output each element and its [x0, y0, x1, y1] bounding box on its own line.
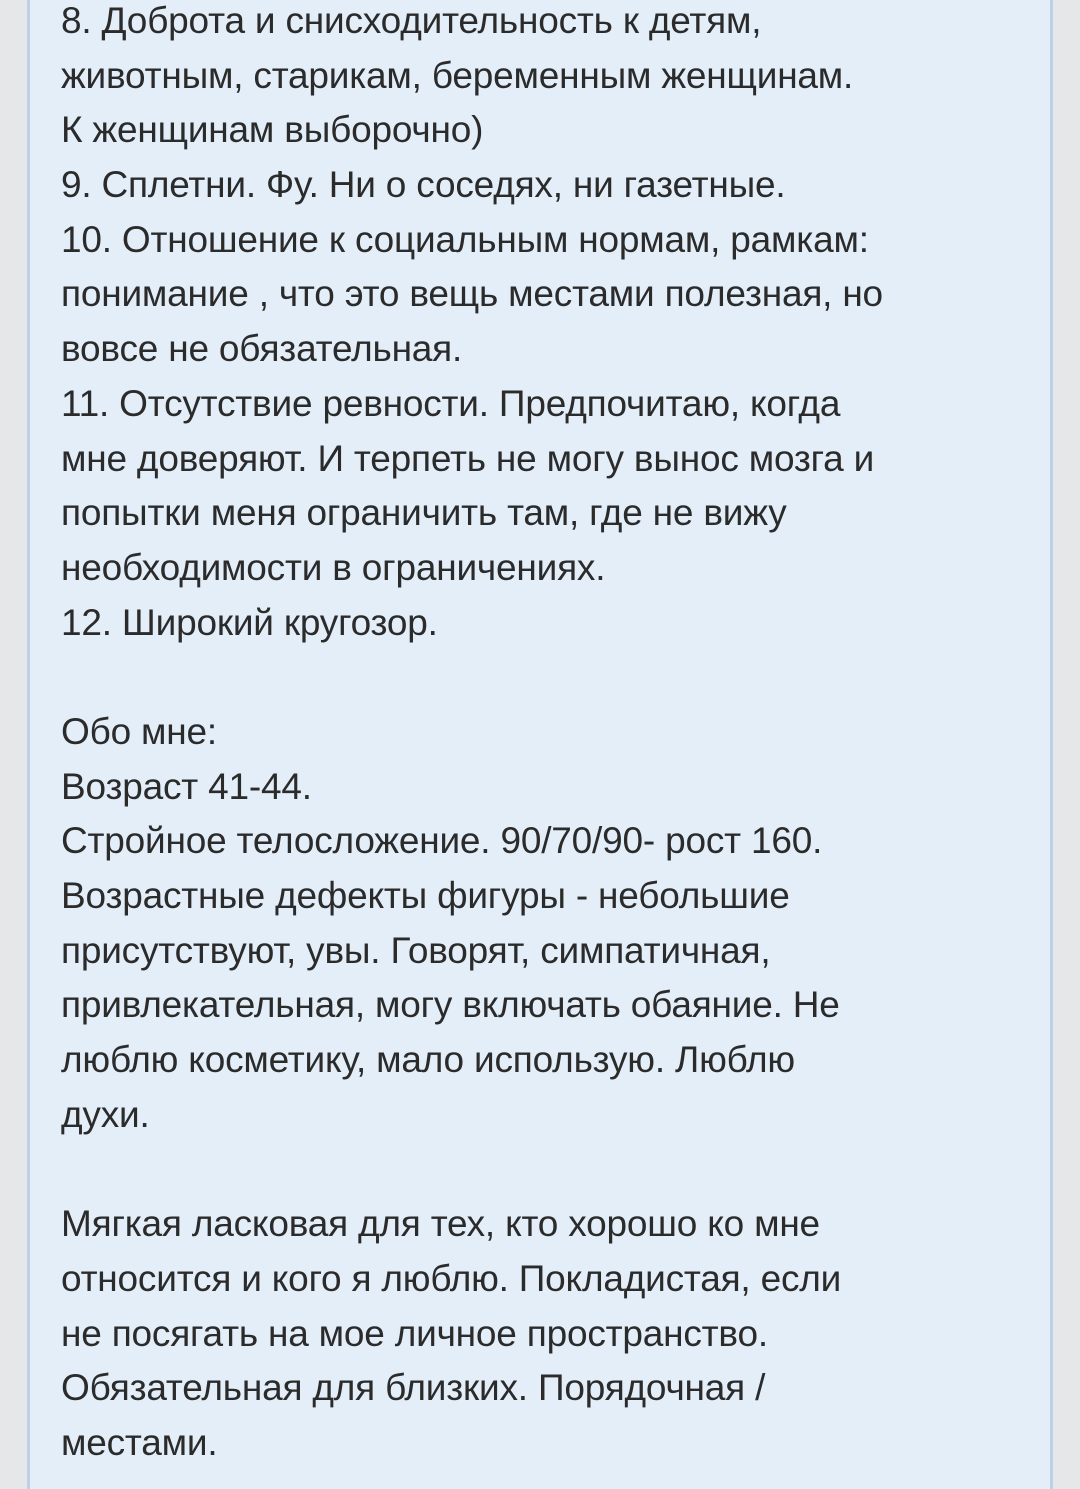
- message-bubble: [27, 0, 1053, 1489]
- message-line: относится и кого я люблю. Покладистая, если: [61, 1257, 842, 1299]
- message-line: К женщинам выборочно): [61, 109, 484, 151]
- paragraph-gap: [61, 650, 1036, 705]
- message-line: попытки меня ограничить там, где не вижу: [61, 492, 787, 534]
- message-line: необходимости в ограничениях.: [61, 546, 606, 588]
- message-line: Возрастные дефекты фигуры - небольшие: [61, 875, 790, 916]
- message-line: 12. Широкий кругозор.: [61, 601, 438, 643]
- message-line: 9. Сплетни. Фу. Ни о соседях, ни газетные.: [61, 164, 786, 206]
- message-line: привлекательная, могу включать обаяние. Не: [61, 984, 840, 1026]
- message-line: не посягать на мое личное пространство.: [61, 1312, 768, 1354]
- message-line: понимание , что это вещь местами полезная, но: [61, 273, 883, 315]
- message-line: духи.: [61, 1093, 150, 1135]
- message-line: Обязательная для близких. Порядочная /: [61, 1367, 766, 1409]
- message-line: люблю косметику, мало использую. Люблю: [61, 1039, 795, 1081]
- message-line: Стройное телосложение. 90/70/90- рост 160.: [61, 820, 823, 862]
- message-line: вовсе не обязательная.: [61, 328, 463, 370]
- message-line: Возраст 41-44.: [61, 765, 312, 807]
- message-text: [61, 0, 1036, 1471]
- paragraph-gap: [61, 1142, 1036, 1197]
- message-line: местами.: [61, 1421, 218, 1463]
- message-line: мне доверяют. И терпеть не могу вынос мозга и: [61, 437, 875, 479]
- message-line: Обо мне:: [61, 710, 217, 752]
- message-line: 10. Отношение к социальным нормам, рамкам:: [61, 218, 869, 260]
- message-line: 8. Доброта и снисходительность к детям,: [61, 0, 762, 41]
- message-line: присутствуют, увы. Говорят, симпатичная,: [61, 929, 771, 971]
- message-line: 11. Отсутствие ревности. Предпочитаю, когда: [61, 382, 841, 424]
- message-line: животным, старикам, беременным женщинам.: [61, 54, 854, 96]
- message-line: Мягкая ласковая для тех, кто хорошо ко мне: [61, 1203, 820, 1245]
